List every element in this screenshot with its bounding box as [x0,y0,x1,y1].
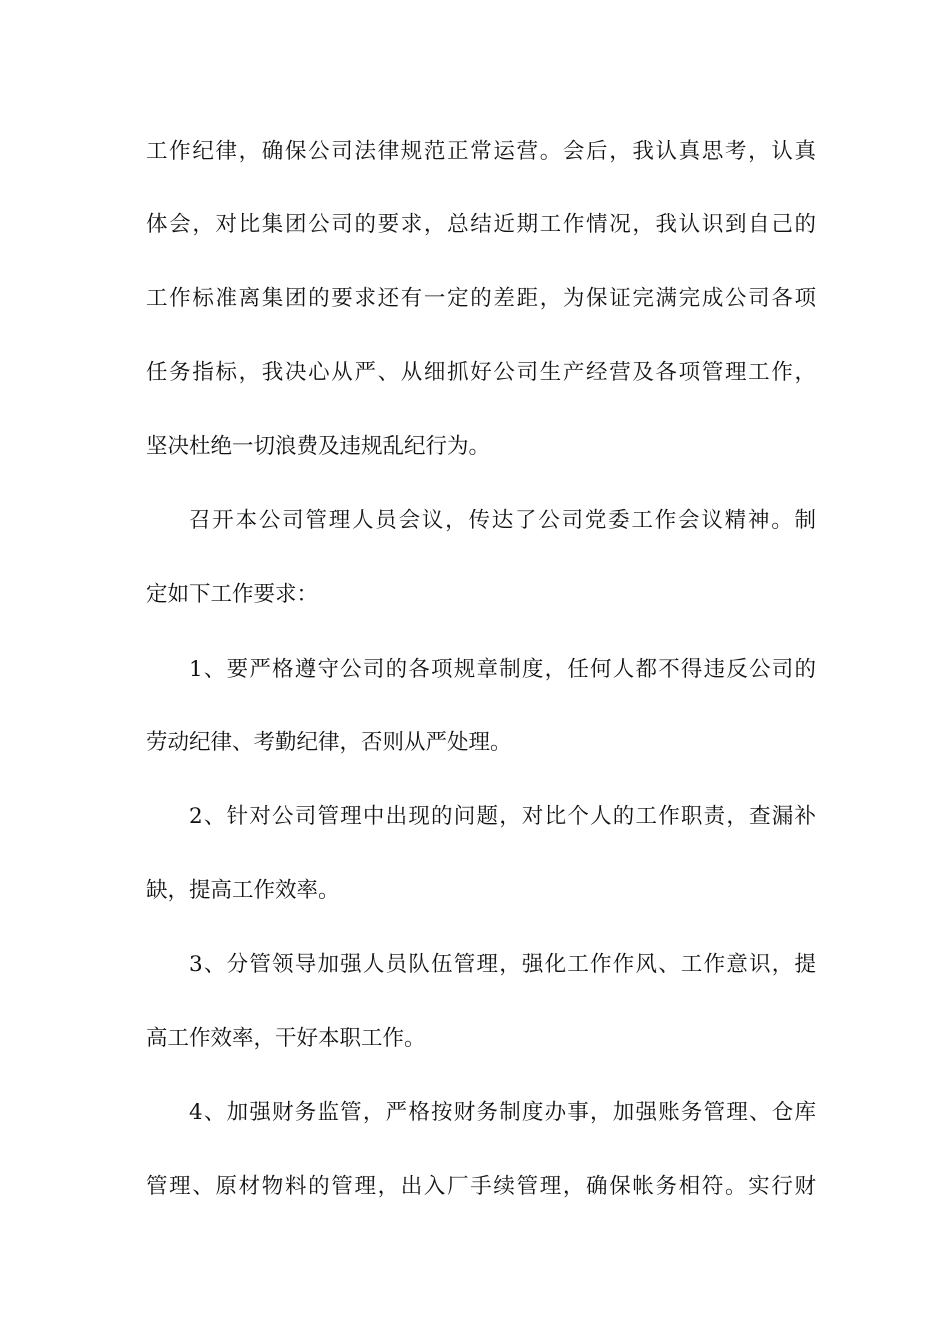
text-line: 定如下工作要求： [146,582,319,607]
list-item-3-line: 高工作效率，干好本职工作。 [146,1026,426,1051]
text-line: 体会，对比集团公司的要求，总结近期工作情况，我认识到自己的 [146,212,816,237]
text-line: 召开本公司管理人员会议，传达了公司党委工作会议精神。制 [189,508,816,533]
list-item-2-line: 2、针对公司管理中出现的问题，对比个人的工作职责，查漏补 [189,804,816,829]
list-item-4-line: 管理、原材物料的管理，出入厂手续管理，确保帐务相符。实行财 [146,1174,816,1199]
list-item-2-line: 缺，提高工作效率。 [146,878,340,903]
list-item-3-line: 3、分管领导加强人员队伍管理，强化工作作风、工作意识，提 [189,952,816,977]
list-item-1-line: 1、要严格遵守公司的各项规章制度，任何人都不得违反公司的 [189,657,816,682]
list-item-4-line: 4、加强财务监管，严格按财务制度办事，加强账务管理、仓库 [189,1100,816,1125]
text-line: 坚决杜绝一切浪费及违规乱纪行为。 [146,434,491,459]
text-line: 任务指标，我决心从严、从细抓好公司生产经营及各项管理工作， [146,360,816,385]
text-line: 工作纪律，确保公司法律规范正常运营。会后，我认真思考，认真 [146,139,816,164]
list-item-1-line: 劳动纪律、考勤纪律，否则从严处理。 [146,730,512,755]
text-line: 工作标准离集团的要求还有一定的差距，为保证完满完成公司各项 [146,286,816,311]
